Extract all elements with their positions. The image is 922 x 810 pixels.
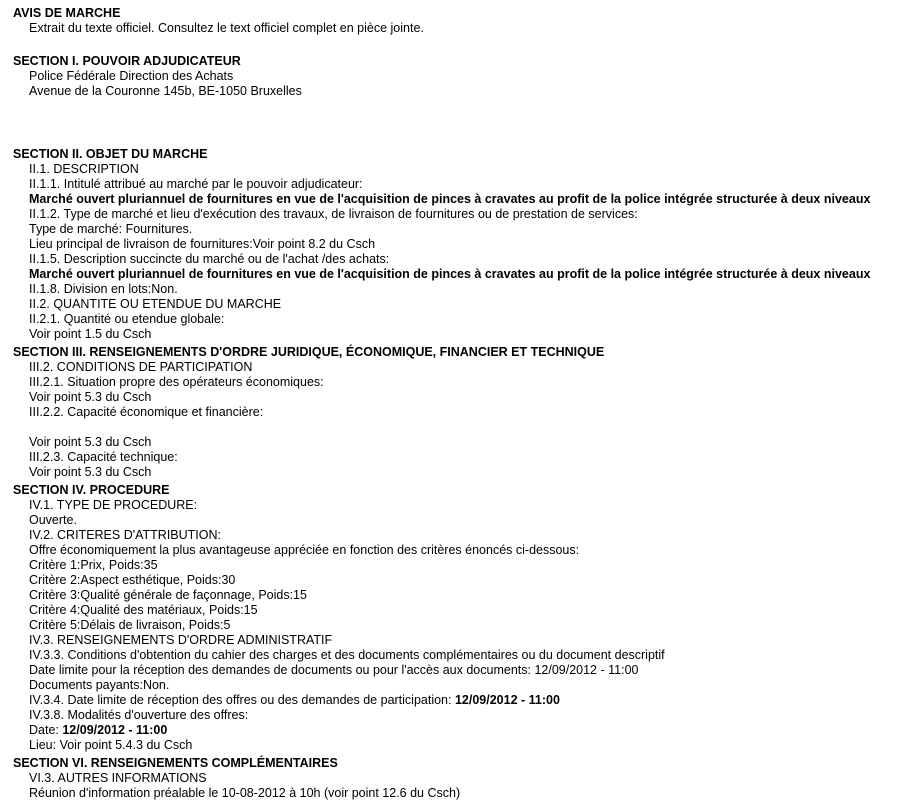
text-line: Lieu: Voir point 5.4.3 du Csch [29,738,193,752]
criterion-line: Critère 5:Délais de livraison, Poids:5 [29,618,231,632]
text-line: II.1.2. Type de marché et lieu d'exécution des travaux, de livraison de fournitures ou de prestation de services: [29,207,638,221]
text-line: II.2.1. Quantité ou etendue globale: [29,312,225,326]
criterion-line: Critère 2:Aspect esthétique, Poids:30 [29,573,236,587]
criterion-line: Critère 4:Qualité des matériaux, Poids:15 [29,603,258,617]
text-line: VI.3. AUTRES INFORMATIONS [29,771,207,785]
document-body [13,6,912,801]
text-line: Lieu principal de livraison de fournitures:Voir point 8.2 du Csch [29,237,376,251]
text-line: Voir point 1.5 du Csch [29,327,152,341]
text-line: IV.3.3. Conditions d'obtention du cahier des charges et des documents complémentaires ou du document descriptif [29,648,665,662]
section-6-heading: SECTION VI. RENSEIGNEMENTS COMPLÉMENTAIRES [13,756,338,770]
text-line: III.2.2. Capacité économique et financière: [29,405,264,419]
section-3-heading: SECTION III. RENSEIGNEMENTS D'ORDRE JURIDIQUE, ÉCONOMIQUE, FINANCIER ET TECHNIQUE [13,345,605,359]
text-line: Voir point 5.3 du Csch [29,390,152,404]
text-line: IV.3. RENSEIGNEMENTS D'ORDRE ADMINISTRATIF [29,633,333,647]
text-line: II.1.1. Intitulé attribué au marché par le pouvoir adjudicateur: [29,177,363,191]
text-line: IV.1. TYPE DE PROCEDURE: [29,498,198,512]
text-line: Type de marché: Fournitures. [29,222,193,236]
text-line: IV.3.8. Modalités d'ouverture des offres: [29,708,249,722]
text-line: II.2. QUANTITE OU ETENDUE DU MARCHE [29,297,282,311]
text-line: III.2.1. Situation propre des opérateurs économiques: [29,375,324,389]
criterion-line: Critère 1:Prix, Poids:35 [29,558,158,572]
bold-value: 12/09/2012 - 11:00 [454,693,560,707]
doc-title: AVIS DE MARCHE [13,6,121,20]
text-line: Documents payants:Non. [29,678,170,692]
text-line: Réunion d'information préalable le 10-08-2012 à 10h (voir point 12.6 du Csch) [29,786,461,800]
section-2-heading: SECTION II. OBJET DU MARCHE [13,147,208,161]
blank-line [13,99,912,114]
deadline-line [13,693,912,708]
bold-value: 12/09/2012 - 11:00 [62,723,168,737]
blank-line [13,36,912,51]
label-text: IV.3.4. Date limite de réception des offres ou des demandes de participation: [29,693,455,707]
contract-title-line: Marché ouvert pluriannuel de fournitures en vue de l'acquisition de pinces à cravates au profit de la police intégrée structurée à deux niveaux [29,192,871,206]
section-1-heading: SECTION I. POUVOIR ADJUDICATEUR [13,54,241,68]
blank-line [13,129,912,144]
contract-description-line: Marché ouvert pluriannuel de fournitures en vue de l'acquisition de pinces à cravates au profit de la police intégrée structurée à deux niveaux [29,267,871,281]
blank-line [13,420,912,435]
contracting-authority-address: Avenue de la Couronne 145b, BE-1050 Bruxelles [29,84,302,98]
doc-subtitle: Extrait du texte officiel. Consultez le text officiel complet en pièce jointe. [29,21,424,35]
blank-line [13,114,912,129]
text-line: Date limite pour la réception des demandes de documents ou pour l'accès aux documents: 12/09/2012 - 11:00 [29,663,639,677]
text-line: II.1. DESCRIPTION [29,162,139,176]
text-line: Offre économiquement la plus avantageuse appréciée en fonction des critères énoncés ci-dessous: [29,543,580,557]
text-line: IV.2. CRITERES D'ATTRIBUTION: [29,528,221,542]
section-4-heading: SECTION IV. PROCEDURE [13,483,170,497]
opening-date-line [13,723,912,738]
text-line: Voir point 5.3 du Csch [29,435,152,449]
criterion-line: Critère 3:Qualité générale de façonnage, Poids:15 [29,588,307,602]
label-text: Date: [29,723,63,737]
contracting-authority-name: Police Fédérale Direction des Achats [29,69,234,83]
text-line: II.1.8. Division en lots:Non. [29,282,178,296]
text-line: III.2.3. Capacité technique: [29,450,178,464]
text-line: Voir point 5.3 du Csch [29,465,152,479]
text-line: II.1.5. Description succincte du marché ou de l'achat /des achats: [29,252,390,266]
text-line: III.2. CONDITIONS DE PARTICIPATION [29,360,253,374]
text-line: Ouverte. [29,513,77,527]
